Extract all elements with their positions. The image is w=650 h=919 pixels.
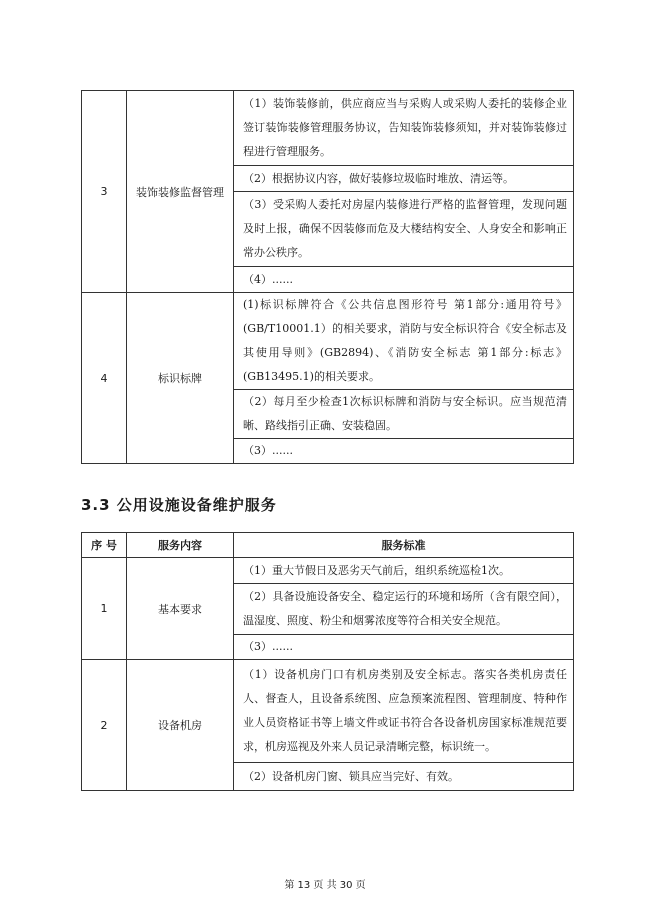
column-header-content: 服务内容 [127,533,234,558]
row-number: 2 [82,660,127,791]
column-header-number: 序 号 [82,533,127,558]
table-header-row [82,533,574,558]
service-item-name: 设备机房 [127,660,234,791]
row-number: 4 [82,293,127,464]
standard-item: （3）...... [234,439,574,464]
row-number: 3 [82,91,127,293]
standard-item: （2）具备设施设备安全、稳定运行的环境和场所（含有限空间），温湿度、照度、粉尘和烟雾浓度等符合相关安全规范。 [234,584,574,635]
standard-item: （3）...... [234,635,574,660]
standard-item: （1）装饰装修前，供应商应当与采购人或采购人委托的装修企业签订装饰装修管理服务协议，告知装饰装修须知，并对装饰装修过程进行管理服务。 [234,91,574,166]
service-standards-table-continued [81,90,574,464]
standard-item: （2）每月至少检查1次标识标牌和消防与安全标识。应当规范清晰、路线指引正确、安装稳固。 [234,390,574,439]
table-row [82,558,574,584]
standard-item: （2）根据协议内容，做好装修垃圾临时堆放、清运等。 [234,166,574,192]
table-row [82,660,574,763]
row-number: 1 [82,558,127,660]
facility-maintenance-table [81,532,574,791]
standard-item: （2）设备机房门窗、锁具应当完好、有效。 [234,763,574,791]
standard-item: (1)标识标牌符合《公共信息图形符号 第1部分:通用符号》(GB/T10001.1）的相关要求，消防与安全标识符合《安全标志及其使用导则》(GB2894)、《消防安全标志 第1部分:标志》(GB13495.1)的相关要求。 [234,293,574,390]
service-item-name: 标识标牌 [127,293,234,464]
standard-item: （1）设备机房门口有机房类别及安全标志。落实各类机房责任人、督查人，且设备系统图、应急预案流程图、管理制度、特种作业人员资格证书等上墙文件或证书符合各设备机房国家标准规范要求，机房巡视及外来人员记录清晰完整，标识统一。 [234,660,574,763]
table-row [82,293,574,390]
service-item-name: 装饰装修监督管理 [127,91,234,293]
table-row [82,91,574,166]
page-number-footer: 第 13 页 共 30 页 [284,880,366,891]
standard-item: （1）重大节假日及恶劣天气前后，组织系统巡检1次。 [234,558,574,584]
section-heading: 3.3 公用设施设备维护服务 [81,496,277,514]
column-header-standard: 服务标准 [234,533,574,558]
service-item-name: 基本要求 [127,558,234,660]
standard-item: （3）受采购人委托对房屋内装修进行严格的监督管理，发现问题及时上报，确保不因装修而危及大楼结构安全、人身安全和影响正常办公秩序。 [234,192,574,267]
standard-item: （4）...... [234,267,574,293]
